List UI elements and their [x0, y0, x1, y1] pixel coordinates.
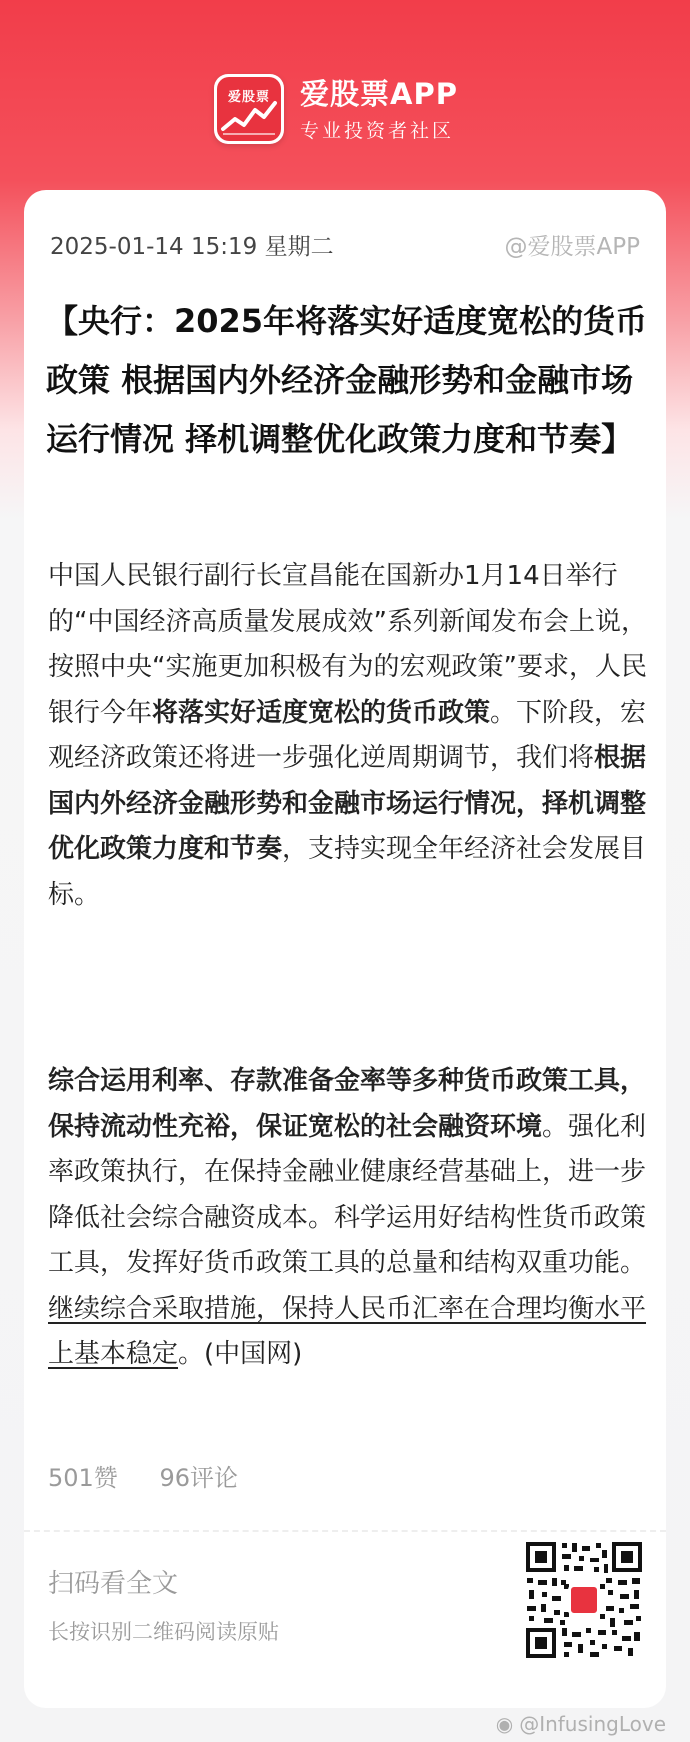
weibo-icon: ◉: [495, 1712, 514, 1736]
app-logo: [214, 74, 284, 144]
paragraph-1-bold-a: 将落实好适度宽松的货币政策: [152, 697, 491, 728]
logo-text: 爱股票: [227, 90, 270, 105]
app-brand-header: [214, 74, 458, 144]
post-stats: [48, 1458, 272, 1493]
like-count[interactable]: 501赞: [48, 1464, 118, 1492]
paragraph-1-bold-b: 根据国内外经济金融形势和金融市场运行情况，择机调整优化政策力度和节奏: [48, 743, 647, 864]
qr-logo-icon: [568, 1584, 600, 1616]
paragraph-1: [48, 554, 648, 918]
paragraph-1-text-b: 。下阶段，宏观经济政策还将进一步强化逆周期调节，我们将: [48, 697, 647, 773]
paragraph-1-text-a: 中国人民银行副行长宣昌能在国新办1月14日举行的“中国经济高质量发展成效”系列新闻发布会上说，按照中央“实施更加积极有为的宏观政策”要求，人民银行今年: [48, 561, 647, 728]
post-card: [24, 190, 666, 1708]
post-datetime: 2025-01-14 15:19 星期二: [50, 234, 334, 260]
paragraph-2-underlined: 继续综合采取措施，保持人民币汇率在合理均衡水平上基本稳定: [48, 1293, 647, 1369]
paragraph-1-text-c: ，支持实现全年经济社会发展目标。: [48, 834, 647, 910]
post-source[interactable]: @爱股票APP: [504, 234, 640, 260]
paragraph-2-text-b: 。(中国网): [178, 1339, 303, 1369]
divider: [24, 1530, 666, 1532]
weibo-watermark: [496, 1712, 666, 1736]
scan-title: 扫码看全文: [48, 1569, 179, 1599]
scan-hint: 长按识别二维码阅读原贴: [48, 1620, 279, 1644]
qr-code[interactable]: [524, 1540, 644, 1660]
stock-chart-icon: [217, 77, 281, 141]
app-name: 爱股票APP: [300, 76, 458, 111]
post-meta: [50, 228, 640, 264]
paragraph-2: [48, 1059, 648, 1378]
watermark-text: @InfusingLove: [519, 1712, 666, 1736]
comment-count[interactable]: 96评论: [159, 1464, 238, 1492]
paragraph-2-text-a: 。强化利率政策执行，在保持金融业健康经营基础上，进一步降低社会综合融资成本。科学运用好结构性货币政策工具，发挥好货币政策工具的总量和结构双重功能。: [48, 1111, 647, 1278]
paragraph-2-bold: 综合运用利率、存款准备金率等多种货币政策工具，保持流动性充裕，保证宽松的社会融资环境: [48, 1066, 647, 1142]
app-slogan: 专业投资者社区: [300, 119, 455, 142]
post-title: 【央行：2025年将落实好适度宽松的货币政策 根据国内外经济金融形势和金融市场运行情况 择机调整优化政策力度和节奏】: [46, 302, 648, 458]
